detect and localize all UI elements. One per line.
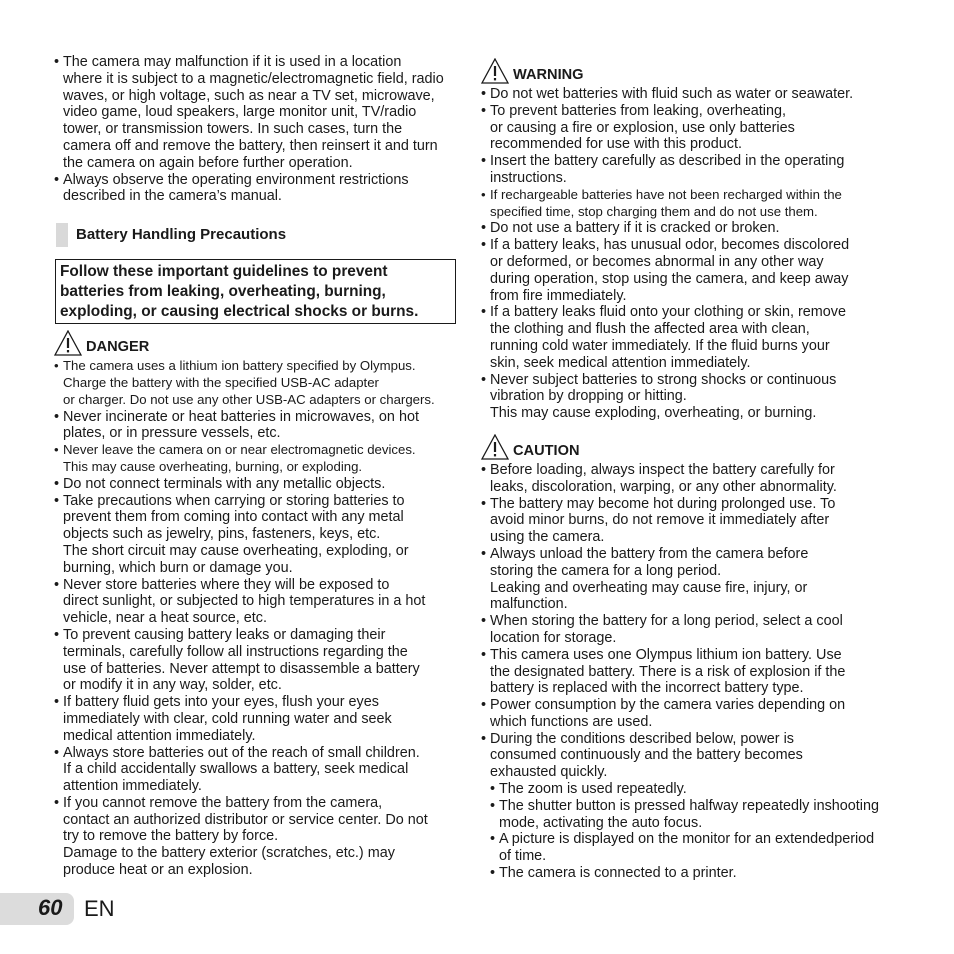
guideline-line: batteries from leaking, overheating, burning, — [60, 283, 386, 301]
list-item-line: • Never store batteries where they will be exposed to — [63, 576, 390, 593]
list-item — [481, 187, 887, 221]
list-item-line: waves, or high voltage, such as near a TV set, microwave, — [63, 87, 435, 104]
list-item — [490, 798, 887, 832]
list-item-line: • If a battery leaks, has unusual odor, becomes discolored — [490, 237, 850, 254]
list-item-line: • Insert the battery carefully as described in the operating — [490, 153, 845, 170]
list-item-line: • To prevent batteries from leaking, overheating, — [490, 102, 786, 119]
list-item — [481, 86, 887, 103]
list-item-line: or causing a fire or explosion, use only batteries — [490, 119, 795, 136]
list-item-line: prevent them from coming into contact with any metal — [63, 509, 404, 526]
left-column — [54, 54, 456, 879]
danger-label: DANGER — [86, 339, 150, 356]
list-item-line: • This camera uses one Olympus lithium ion battery. Use — [490, 646, 842, 663]
list-item-line: described in the camera’s manual. — [63, 188, 282, 205]
caution-label: CAUTION — [513, 442, 580, 459]
list-item-line: Charge the battery with the specified USB-AC adapter — [63, 374, 379, 390]
list-item-line: burning, which burn or damage you. — [63, 559, 293, 576]
list-item — [481, 647, 887, 697]
list-item — [481, 237, 887, 304]
caution-bullet-list — [481, 462, 887, 781]
list-item-line: which functions are used. — [490, 713, 653, 730]
list-item-line: • Power consumption by the camera varies depending on — [490, 697, 846, 714]
warning-triangle-icon — [481, 58, 509, 84]
list-item-line: • To prevent causing battery leaks or damaging their — [63, 626, 386, 643]
list-item — [481, 220, 887, 237]
list-item-line: • Always unload the battery from the camera before — [490, 545, 809, 562]
caution-sub-bullet-list — [481, 781, 887, 882]
list-item-line: instructions. — [490, 169, 567, 186]
list-item-line: • The camera uses a lithium ion battery specified by Olympus. — [63, 358, 416, 374]
list-item-line: vibration by dropping or hitting. — [490, 388, 687, 405]
list-item — [490, 781, 887, 798]
danger-heading — [54, 330, 456, 358]
list-item — [54, 172, 456, 206]
list-item-line: A picture is displayed on the monitor for an extended — [499, 831, 835, 848]
list-item — [54, 409, 456, 443]
warning-triangle-icon — [54, 330, 82, 356]
list-item-line: contact an authorized distributor or service center. Do not — [63, 811, 428, 828]
list-item-line: direct sunlight, or subjected to high temperatures in a hot — [63, 593, 426, 610]
list-item-line: • The battery may become hot during prolonged use. To — [490, 495, 836, 512]
list-item-line: camera off and remove the battery, then reinsert it and turn — [63, 137, 438, 154]
list-item-line: period of time. — [499, 831, 875, 865]
list-item-line: or deformed, or becomes abnormal in any other way — [490, 253, 824, 270]
list-item — [54, 694, 456, 744]
danger-bullet-list — [54, 358, 456, 879]
list-item-line: • Never incinerate or heat batteries in microwaves, on hot — [63, 408, 419, 425]
list-item-line: The shutter button is pressed halfway repeatedly in — [499, 797, 825, 814]
list-item-line: • Do not wet batteries with fluid such as water or seawater. — [490, 86, 854, 102]
list-item-line: • Take precautions when carrying or storing batteries to — [63, 492, 405, 509]
list-item-line: the camera on again before further operation. — [63, 154, 353, 171]
list-item-line: • The camera may malfunction if it is used in a location — [63, 54, 402, 70]
caution-heading — [481, 434, 887, 462]
list-item-line: The short circuit may cause overheating, exploding, or — [63, 542, 409, 559]
list-item-line: shooting mode, activating the auto focus. — [499, 797, 879, 831]
list-item-line: • Do not use a battery if it is cracked or broken. — [490, 220, 780, 237]
list-item-line: battery is replaced with the incorrect battery type. — [490, 680, 804, 697]
list-item-line: • Always store batteries out of the reach of small children. — [63, 744, 420, 761]
section-marker-bar — [56, 223, 68, 247]
list-item-line: This may cause exploding, overheating, or burning. — [490, 405, 817, 422]
list-item-line: video game, loud speakers, large monitor unit, TV/radio — [63, 104, 417, 121]
list-item — [54, 358, 456, 408]
list-item-line: where it is subject to a magnetic/electromagnetic field, radio — [63, 70, 444, 87]
list-item — [54, 493, 456, 577]
list-item-line: from fire immediately. — [490, 287, 627, 304]
list-item-line: the clothing and flush the affected area with clean, — [490, 321, 810, 338]
list-item-line: avoid minor burns, do not remove it immediately after — [490, 512, 830, 529]
list-item-line: terminals, carefully follow all instructions regarding the — [63, 643, 408, 660]
list-item-line: vehicle, near a heat source, etc. — [63, 610, 267, 627]
list-item-line: skin, seek medical attention immediately. — [490, 354, 751, 371]
list-item — [481, 103, 887, 153]
list-item — [481, 153, 887, 187]
list-item — [54, 54, 456, 172]
section-title: Battery Handling Precautions — [76, 226, 287, 244]
list-item — [481, 546, 887, 613]
list-item-line: consumed continuously and the battery becomes — [490, 747, 803, 764]
list-item — [54, 577, 456, 627]
list-item — [490, 865, 887, 882]
list-item-line: • Never leave the camera on or near electromagnetic devices. — [63, 442, 416, 458]
list-item — [481, 304, 887, 371]
list-item-line: This may cause overheating, burning, or exploding. — [63, 458, 363, 474]
list-item-line: • If battery fluid gets into your eyes, flush your eyes — [63, 694, 379, 711]
list-item-line: plates, or in pressure vessels, etc. — [63, 425, 281, 442]
list-item-line: objects such as jewelry, pins, fasteners, keys, etc. — [63, 526, 381, 543]
warning-triangle-icon — [481, 434, 509, 460]
list-item-line: during operation, stop using the camera, and keep away — [490, 270, 849, 287]
list-item — [54, 627, 456, 694]
list-item-line: • During the conditions described below, power is — [490, 730, 794, 747]
list-item — [54, 476, 456, 493]
list-item-line: running cold water immediately. If the fluid burns your — [490, 337, 830, 354]
list-item — [54, 745, 456, 795]
warning-bullet-list — [481, 86, 887, 422]
list-item — [481, 731, 887, 781]
list-item-line: If a child accidentally swallows a battery, seek medical — [63, 761, 409, 778]
warning-heading — [481, 58, 887, 86]
list-item-line: use of batteries. Never attempt to disassemble a battery — [63, 660, 420, 677]
list-item-line: tower, or transmission towers. In such cases, turn the — [63, 121, 403, 138]
language-code: EN — [84, 896, 115, 921]
list-item — [490, 831, 887, 865]
list-item — [481, 613, 887, 647]
list-item-line: location for storage. — [490, 629, 617, 646]
list-item-line: recommended for use with this product. — [490, 136, 742, 153]
list-item-line: specified time, stop charging them and do not use them. — [490, 203, 818, 219]
section-header — [54, 223, 456, 247]
list-item — [54, 795, 456, 879]
page-number: 60 — [38, 895, 63, 920]
list-item — [481, 496, 887, 546]
guideline-box — [55, 259, 456, 324]
intro-bullet-list — [54, 54, 456, 205]
page-number-tab — [0, 893, 74, 925]
list-item-line: produce heat or an explosion. — [63, 862, 253, 879]
list-item-line: • Never subject batteries to strong shocks or continuous — [490, 371, 837, 388]
list-item-line: try to remove the battery by force. — [63, 828, 279, 845]
list-item-line: medical attention immediately. — [63, 727, 256, 744]
list-item-line: • Do not connect terminals with any metallic objects. — [63, 475, 386, 492]
list-item-line: • If you cannot remove the battery from the camera, — [63, 794, 383, 811]
list-item-line: • When storing the battery for a long period, select a cool — [490, 613, 843, 630]
list-item-line: • If rechargeable batteries have not been recharged within the — [490, 186, 842, 202]
list-item-line: malfunction. — [490, 596, 568, 613]
guideline-line: exploding, or causing electrical shocks or burns. — [60, 303, 419, 321]
list-item-line: the designated battery. There is a risk of explosion if the — [490, 663, 846, 680]
list-item-line: using the camera. — [490, 529, 605, 546]
list-item-line: or modify it in any way, solder, etc. — [63, 677, 282, 694]
list-item — [481, 372, 887, 422]
list-item-line: leaks, discoloration, warping, or any other abnormality. — [490, 478, 837, 495]
list-item-line: • Always observe the operating environment restrictions — [63, 171, 409, 188]
list-item-line: Leaking and overheating may cause fire, injury, or — [490, 579, 808, 596]
list-item — [481, 697, 887, 731]
list-item-line: The camera is connected to a printer. — [499, 865, 737, 882]
warning-label: WARNING — [513, 67, 584, 83]
list-item — [54, 442, 456, 476]
list-item-line: storing the camera for a long period. — [490, 562, 722, 579]
list-item-line: • If a battery leaks fluid onto your clothing or skin, remove — [490, 304, 846, 321]
list-item-line: immediately with clear, cold running water and seek — [63, 710, 392, 727]
list-item-line: Damage to the battery exterior (scratches, etc.) may — [63, 845, 395, 862]
list-item-line: or charger. Do not use any other USB-AC adapters or chargers. — [63, 391, 435, 407]
list-item-line: • Before loading, always inspect the battery carefully for — [490, 461, 835, 478]
list-item-line: attention immediately. — [63, 778, 202, 795]
list-item — [481, 462, 887, 496]
guideline-line: Follow these important guidelines to prevent — [60, 263, 388, 281]
list-item-line: exhausted quickly. — [490, 764, 608, 781]
list-item-line: The zoom is used repeatedly. — [499, 781, 687, 798]
right-column — [481, 54, 887, 882]
